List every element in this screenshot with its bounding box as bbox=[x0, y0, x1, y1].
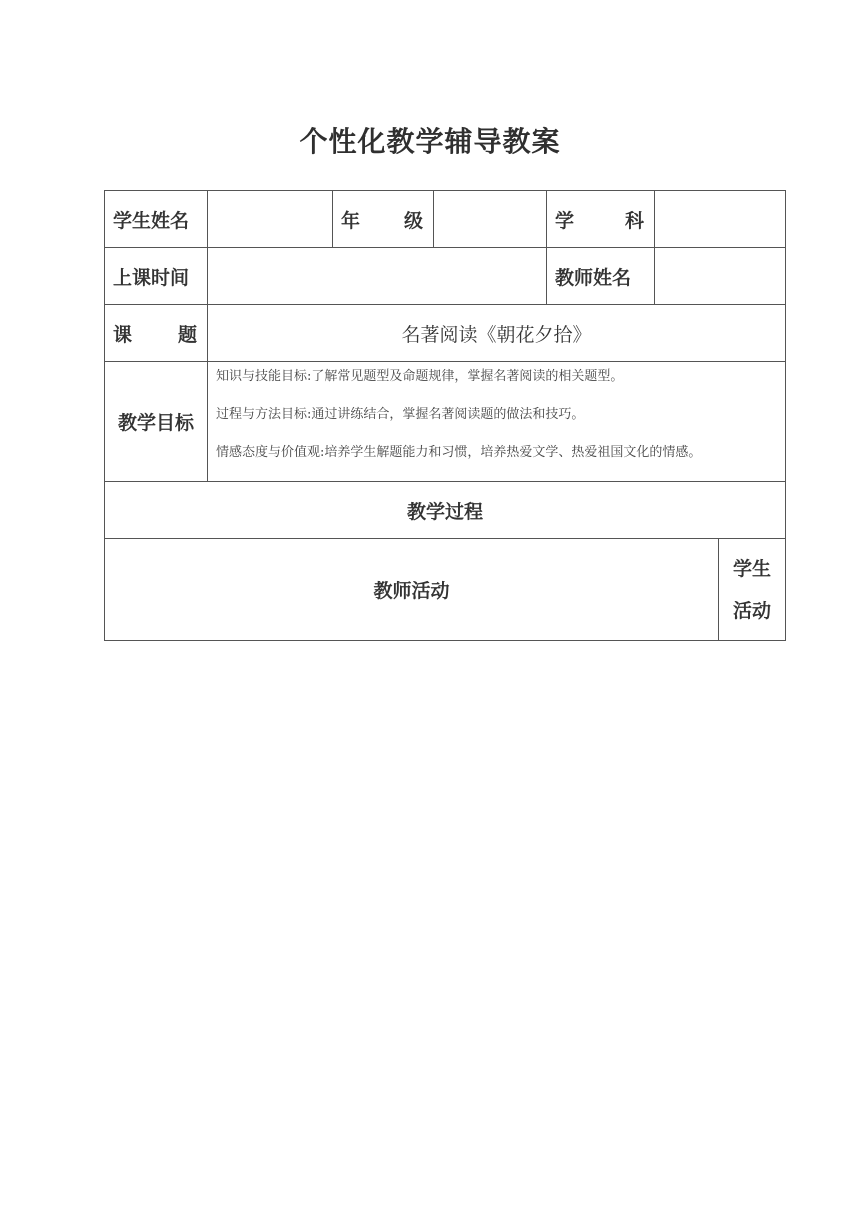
student-name-label: 学生姓名 bbox=[105, 191, 208, 248]
goals-label: 教学目标 bbox=[105, 362, 208, 482]
row-topic bbox=[105, 305, 786, 362]
subject-value[interactable] bbox=[655, 191, 786, 248]
grade-value[interactable] bbox=[434, 191, 547, 248]
goal-process: 过程与方法目标:通过讲练结合，掌握名著阅读题的做法和技巧。 bbox=[216, 407, 585, 422]
topic-value[interactable]: 名著阅读《朝花夕拾》 bbox=[208, 305, 786, 362]
class-time-label: 上课时间 bbox=[105, 248, 208, 305]
row-student-info bbox=[105, 191, 786, 248]
row-class-time bbox=[105, 248, 786, 305]
student-activity-header bbox=[719, 539, 786, 641]
row-activities bbox=[105, 539, 786, 641]
student-name-value[interactable] bbox=[208, 191, 333, 248]
topic-label-char-2: 题 bbox=[177, 323, 197, 346]
class-time-value[interactable] bbox=[208, 248, 547, 305]
teacher-activity-header: 教师活动 bbox=[105, 539, 719, 641]
subject-label-char-1: 学 bbox=[555, 209, 575, 232]
lesson-plan-table bbox=[104, 190, 786, 641]
topic-label bbox=[105, 305, 208, 362]
goal-attitude: 情感态度与价值观:培养学生解题能力和习惯，培养热爱文学、热爱祖国文化的情感。 bbox=[216, 445, 702, 460]
student-activity-line-2: 活动 bbox=[732, 599, 771, 622]
grade-label-char-2: 级 bbox=[403, 209, 423, 232]
student-activity-line-1: 学生 bbox=[732, 557, 771, 580]
goals-content[interactable] bbox=[208, 362, 786, 482]
row-goals bbox=[105, 362, 786, 482]
subject-label-char-2: 科 bbox=[624, 209, 644, 232]
teacher-name-value[interactable] bbox=[655, 248, 786, 305]
process-title: 教学过程 bbox=[105, 482, 786, 539]
subject-label bbox=[547, 191, 655, 248]
topic-label-char-1: 课 bbox=[113, 323, 133, 346]
goal-knowledge: 知识与技能目标:了解常见题型及命题规律，掌握名著阅读的相关题型。 bbox=[216, 369, 624, 384]
grade-label bbox=[333, 191, 434, 248]
teacher-name-label: 教师姓名 bbox=[547, 248, 655, 305]
page-title: 个性化教学辅导教案 bbox=[299, 125, 561, 158]
row-process-title bbox=[105, 482, 786, 539]
grade-label-char-1: 年 bbox=[341, 209, 361, 232]
